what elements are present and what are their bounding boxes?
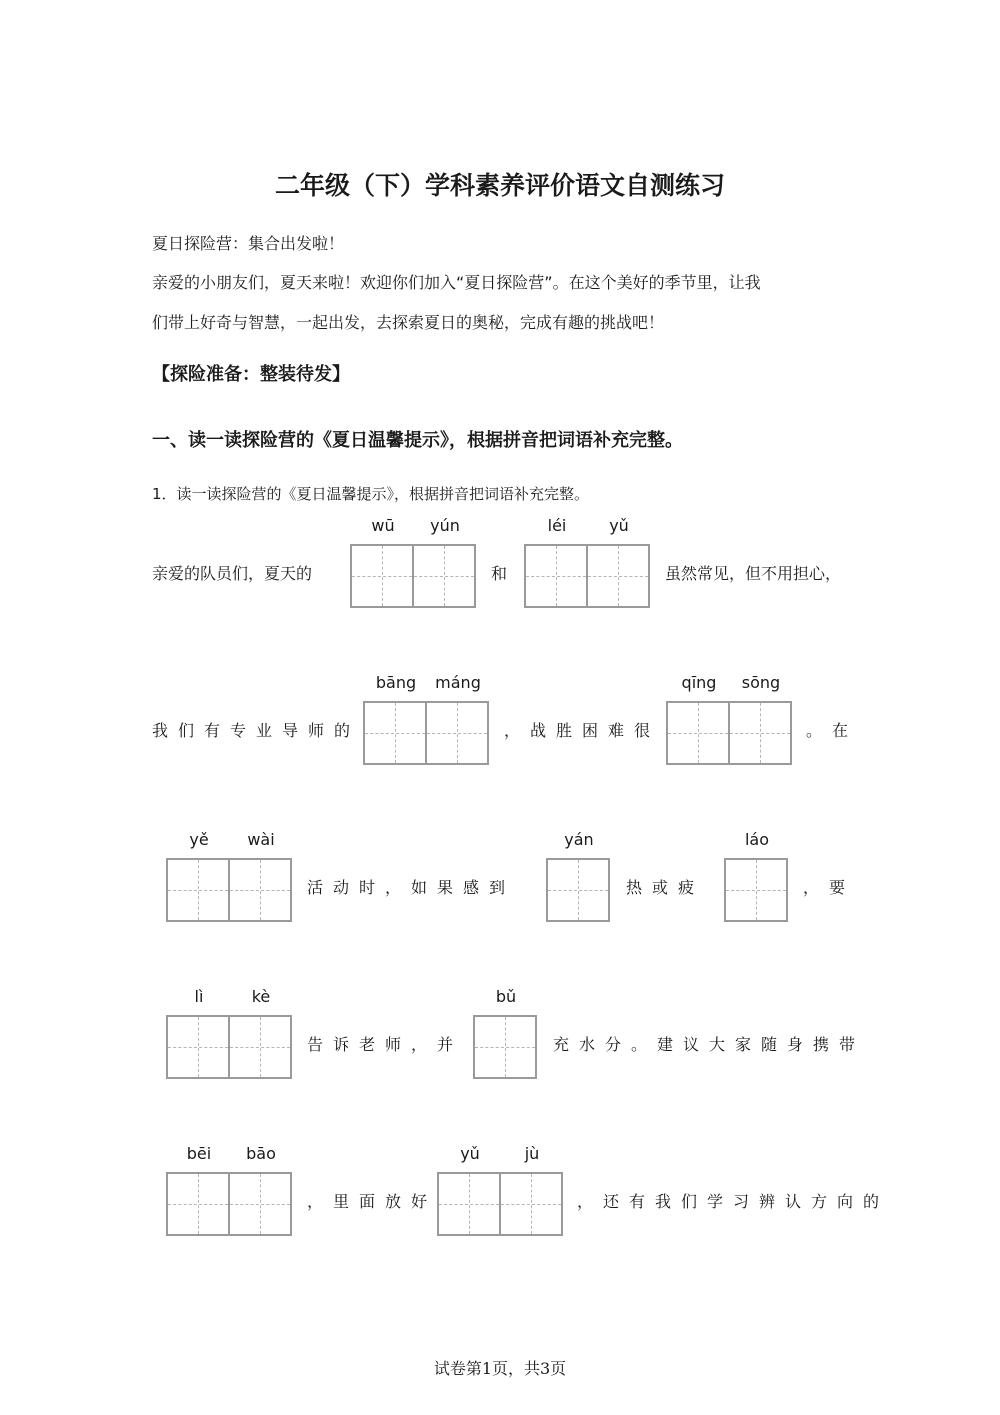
- pinyin-label: wū: [371, 516, 395, 535]
- pinyin-label: léi: [547, 516, 567, 535]
- pinyin-label: qīng: [681, 673, 717, 692]
- answer-box-wuyun[interactable]: [350, 516, 474, 608]
- pinyin-label: máng: [435, 673, 481, 692]
- pinyin-label: bāng: [375, 673, 417, 692]
- tian-grid-cell[interactable]: [499, 1144, 563, 1236]
- row5-text-2: ，还有我们学习辨认方向的: [577, 1192, 890, 1211]
- row1-text-2: 和: [491, 564, 508, 583]
- tian-grid-cell[interactable]: [546, 830, 610, 922]
- pinyin-label: bāo: [246, 1144, 276, 1163]
- intro-line-2: 们带上好奇与智慧，一起出发，去探索夏日的奥秘，完成有趣的挑战吧！: [152, 313, 665, 332]
- pinyin-label: láo: [744, 830, 770, 849]
- page-footer: 试卷第1页，共3页: [433, 1359, 567, 1378]
- intro-heading: 夏日探险营：集合出发啦！: [152, 234, 345, 253]
- answer-box-yuju[interactable]: [437, 1144, 561, 1236]
- tian-grid-cell[interactable]: [412, 516, 476, 608]
- row1-text-1: 亲爱的队员们，夏天的: [152, 564, 313, 583]
- answer-box-yewai[interactable]: [166, 830, 290, 922]
- tian-grid-cell[interactable]: [166, 987, 230, 1079]
- answer-box-like[interactable]: [166, 987, 290, 1079]
- pinyin-label: bǔ: [495, 987, 517, 1006]
- tian-grid-cell[interactable]: [228, 830, 292, 922]
- pinyin-label: yǔ: [609, 516, 629, 535]
- row2-text-1: 我们有专业导师的: [152, 721, 361, 740]
- tian-grid-cell[interactable]: [666, 673, 730, 765]
- answer-box-yan[interactable]: [546, 830, 608, 922]
- tian-grid-cell[interactable]: [228, 1144, 292, 1236]
- row4-text-2: 充水分。建议大家随身携带: [553, 1035, 866, 1054]
- answer-box-beibao[interactable]: [166, 1144, 290, 1236]
- tian-grid-cell[interactable]: [363, 673, 427, 765]
- pinyin-label: yǔ: [460, 1144, 480, 1163]
- tian-grid-cell[interactable]: [586, 516, 650, 608]
- row2-text-2: ，战胜困难很: [504, 721, 661, 740]
- tian-grid-cell[interactable]: [473, 987, 537, 1079]
- row4-text-1: 告诉老师，并: [307, 1035, 464, 1054]
- answer-box-bu[interactable]: [473, 987, 535, 1079]
- part1-title: 一、读一读探险营的《夏日温馨提示》，根据拼音把词语补充完整。: [152, 430, 683, 451]
- tian-grid-cell[interactable]: [166, 1144, 230, 1236]
- pinyin-label: yún: [430, 516, 460, 535]
- row3-text-2: 热或疲: [626, 878, 705, 897]
- row3-text-1: 活动时，如果感到: [307, 878, 516, 897]
- row1-text-3: 虽然常见，但不用担心，: [665, 564, 842, 583]
- row2-text-3: 。在: [806, 721, 859, 740]
- pinyin-label: yán: [564, 830, 594, 849]
- tian-grid-cell[interactable]: [350, 516, 414, 608]
- section-header: 【探险准备：整装待发】: [152, 364, 350, 385]
- tian-grid-cell[interactable]: [425, 673, 489, 765]
- pinyin-label: lì: [194, 987, 204, 1006]
- row3-text-3: ，要: [803, 878, 856, 897]
- pinyin-label: yě: [189, 830, 209, 849]
- row5-text-1: ，里面放好: [307, 1192, 438, 1211]
- pinyin-label: jù: [524, 1144, 540, 1163]
- pinyin-label: bēi: [186, 1144, 212, 1163]
- pinyin-label: sōng: [741, 673, 781, 692]
- question-1: 1．读一读探险营的《夏日温馨提示》，根据拼音把词语补充完整。: [152, 485, 590, 503]
- answer-box-leiyu[interactable]: [524, 516, 648, 608]
- tian-grid-cell[interactable]: [724, 830, 788, 922]
- tian-grid-cell[interactable]: [524, 516, 588, 608]
- intro-line-1: 亲爱的小朋友们，夏天来啦！欢迎你们加入“夏日探险营”。在这个美好的季节里，让我: [152, 273, 761, 292]
- answer-box-lao[interactable]: [724, 830, 786, 922]
- page-title: 二年级（下）学科素养评价语文自测练习: [274, 171, 725, 200]
- tian-grid-cell[interactable]: [437, 1144, 501, 1236]
- tian-grid-cell[interactable]: [228, 987, 292, 1079]
- tian-grid-cell[interactable]: [728, 673, 792, 765]
- answer-box-qingsong[interactable]: [666, 673, 790, 765]
- pinyin-label: wài: [247, 830, 275, 849]
- tian-grid-cell[interactable]: [166, 830, 230, 922]
- pinyin-label: kè: [251, 987, 271, 1006]
- answer-box-bangmang[interactable]: [363, 673, 487, 765]
